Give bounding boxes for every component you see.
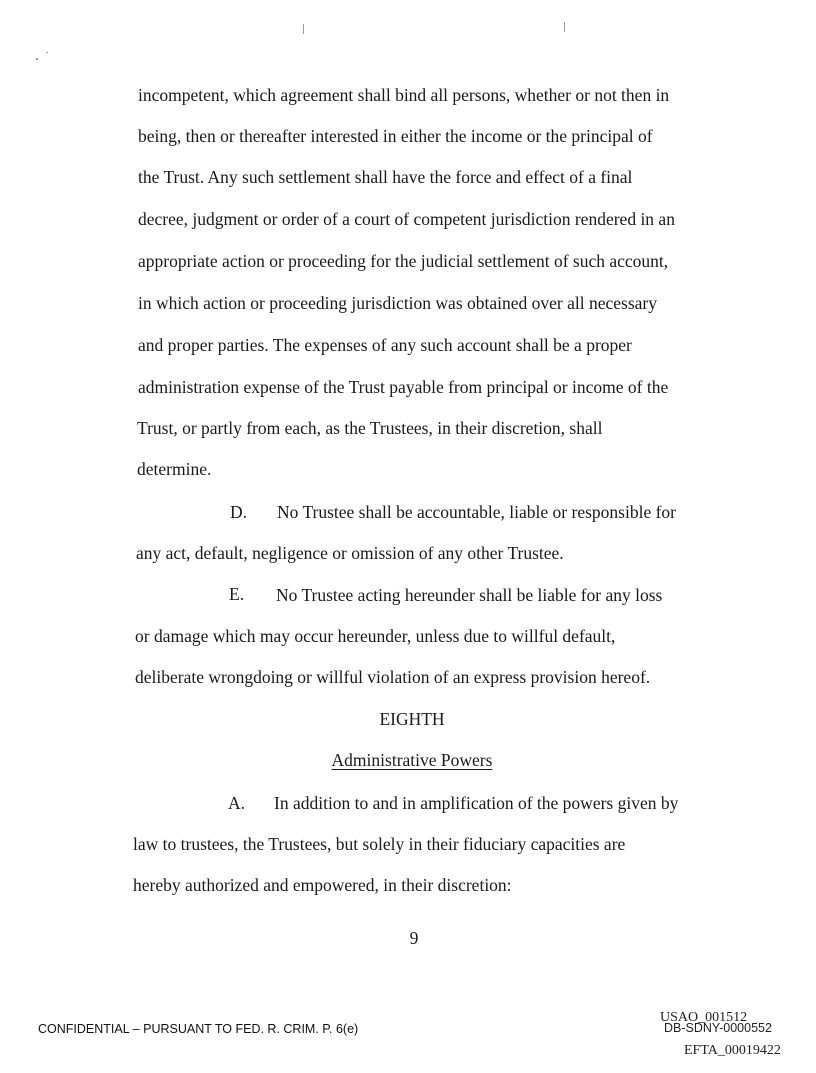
section-subheading [4, 752, 816, 770]
confidential-notice: CONFIDENTIAL – PURSUANT TO FED. R. CRIM. P. 6(e) [38, 1022, 359, 1036]
body-line: Trust, or partly from each, as the Trustees, in their discretion, shall [137, 418, 603, 438]
body-line: incompetent, which agreement shall bind all persons, whether or not then in [138, 85, 670, 105]
bates-db: DB-SDNY-0000552 [664, 1021, 772, 1035]
body-line: In addition to and in amplification of the powers given by [274, 793, 679, 813]
paragraph-letter-a: A. [228, 793, 246, 813]
body-line: or damage which may occur hereunder, unless due to willful default, [135, 626, 616, 646]
body-line: law to trustees, the Trustees, but solely in their fiduciary capacities are [133, 834, 626, 854]
scan-speck [46, 52, 48, 53]
page-number: 9 [409, 928, 419, 948]
body-line: any act, default, negligence or omission of any other Trustee. [136, 543, 564, 563]
scan-speck [564, 22, 565, 32]
body-line: administration expense of the Trust payable from principal or income of the [138, 377, 669, 397]
body-line: No Trustee shall be accountable, liable or responsible for [277, 502, 676, 522]
body-line: being, then or thereafter interested in either the income or the principal of [138, 126, 653, 146]
body-line: deliberate wrongdoing or willful violation of an express provision hereof. [135, 667, 651, 687]
bates-efta: EFTA_00019422 [684, 1043, 781, 1058]
section-subheading-text: Administrative Powers [331, 750, 493, 770]
paragraph-letter-d: D. [230, 502, 248, 522]
section-heading: EIGHTH [379, 709, 445, 729]
body-line: decree, judgment or order of a court of competent jurisdiction rendered in an [138, 209, 675, 229]
body-line: No Trustee acting hereunder shall be liable for any loss [276, 585, 663, 605]
body-line: and proper parties. The expenses of any such account shall be a proper [138, 335, 632, 355]
body-line: hereby authorized and empowered, in their discretion: [133, 875, 512, 895]
body-line: in which action or proceeding jurisdiction was obtained over all necessary [138, 293, 658, 313]
bates-usao: USAO_001512 [660, 1010, 748, 1025]
body-line: the Trust. Any such settlement shall have the force and effect of a final [138, 167, 633, 187]
body-line: appropriate action or proceeding for the judicial settlement of such account, [138, 251, 669, 271]
scan-speck [303, 24, 304, 34]
scan-speck [36, 58, 38, 60]
paragraph-letter-e: E. [229, 584, 245, 604]
body-line: determine. [137, 459, 212, 479]
